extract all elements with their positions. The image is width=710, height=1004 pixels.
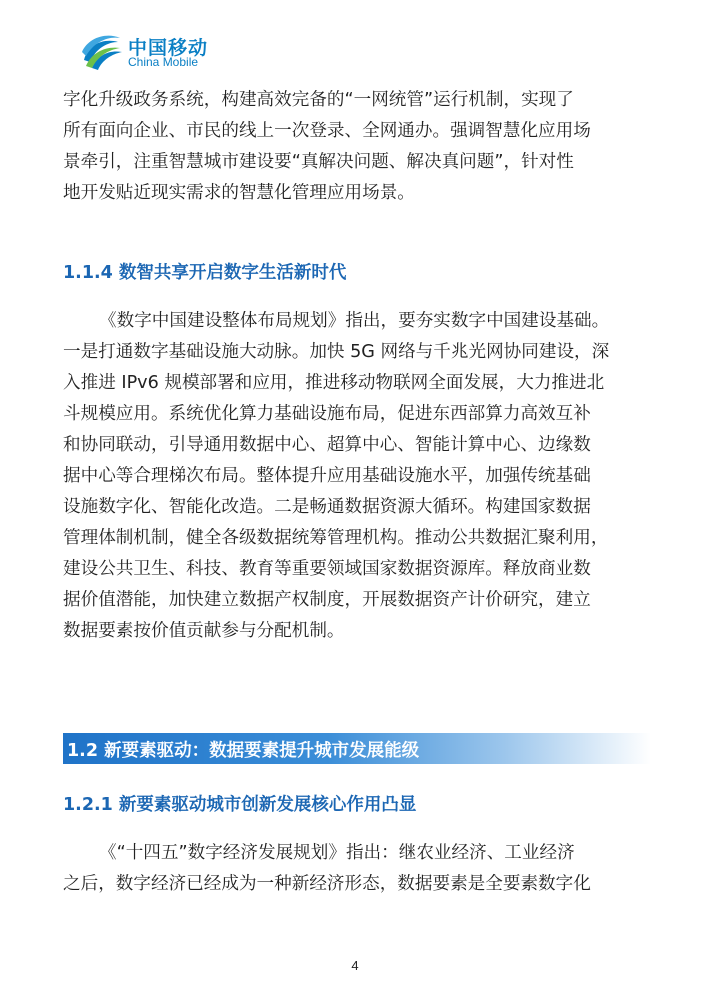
section-heading-1-2: 1.2 新要素驱动：数据要素提升城市发展能级 bbox=[67, 741, 420, 761]
text-line: 据中心等合理梯次布局。整体提升应用基础设施水平，加强传统基础 bbox=[63, 466, 591, 486]
logo-english-text: China Mobile bbox=[128, 55, 199, 69]
text-line: 入推进 IPv6 规模部署和应用，推进移动物联网全面发展，大力推进北 bbox=[63, 373, 605, 393]
section-heading-1-2-1: 1.2.1 新要素驱动城市创新发展核心作用凸显 bbox=[63, 795, 417, 815]
china-mobile-logo bbox=[78, 30, 238, 74]
china-mobile-logo-icon bbox=[78, 30, 124, 72]
text-line: 一是打通数字基础设施大动脉。加快 5G 网络与千兆光网协同建设，深 bbox=[63, 342, 610, 362]
paragraph-intro bbox=[63, 85, 649, 209]
text-line: 景牵引，注重智慧城市建设要“真解决问题、解决真问题”，针对性 bbox=[63, 152, 574, 172]
text-line: 字化升级政务系统，构建高效完备的“一网统管”运行机制，实现了 bbox=[63, 90, 574, 110]
text-line: 地开发贴近现实需求的智慧化管理应用场景。 bbox=[63, 183, 415, 203]
text-line: 建设公共卫生、科技、教育等重要领域国家数据资源库。释放商业数 bbox=[63, 559, 591, 579]
text-line: 管理体制机制，健全各级数据统筹管理机构。推动公共数据汇聚利用， bbox=[63, 528, 609, 548]
section-heading-bar-1-2 bbox=[63, 733, 651, 764]
text-line: 之后，数字经济已经成为一种新经济形态，数据要素是全要素数字化 bbox=[63, 874, 591, 894]
paragraph-digital-china bbox=[63, 306, 649, 647]
text-line: 据价值潜能，加快建立数据产权制度，开展数据资产计价研究，建立 bbox=[63, 590, 591, 610]
text-line: 设施数字化、智能化改造。二是畅通数据资源大循环。构建国家数据 bbox=[63, 497, 591, 517]
text-line: 《数字中国建设整体布局规划》指出，要夯实数字中国建设基础。 bbox=[99, 311, 610, 331]
logo-chinese-text: 中国移动 bbox=[128, 37, 209, 59]
section-heading-1-1-4: 1.1.4 数智共享开启数字生活新时代 bbox=[63, 263, 347, 283]
text-line: 斗规模应用。系统优化算力基础设施布局，促进东西部算力高效互补 bbox=[63, 404, 591, 424]
text-line: 《“十四五”数字经济发展规划》指出：继农业经济、工业经济 bbox=[99, 843, 575, 863]
paragraph-digital-economy bbox=[63, 838, 649, 900]
text-line: 和协同联动，引导通用数据中心、超算中心、智能计算中心、边缘数 bbox=[63, 435, 591, 455]
text-line: 所有面向企业、市民的线上一次登录、全网通办。强调智慧化应用场 bbox=[63, 121, 591, 141]
page-number: 4 bbox=[351, 958, 359, 973]
text-line: 数据要素按价值贡献参与分配机制。 bbox=[63, 621, 345, 641]
